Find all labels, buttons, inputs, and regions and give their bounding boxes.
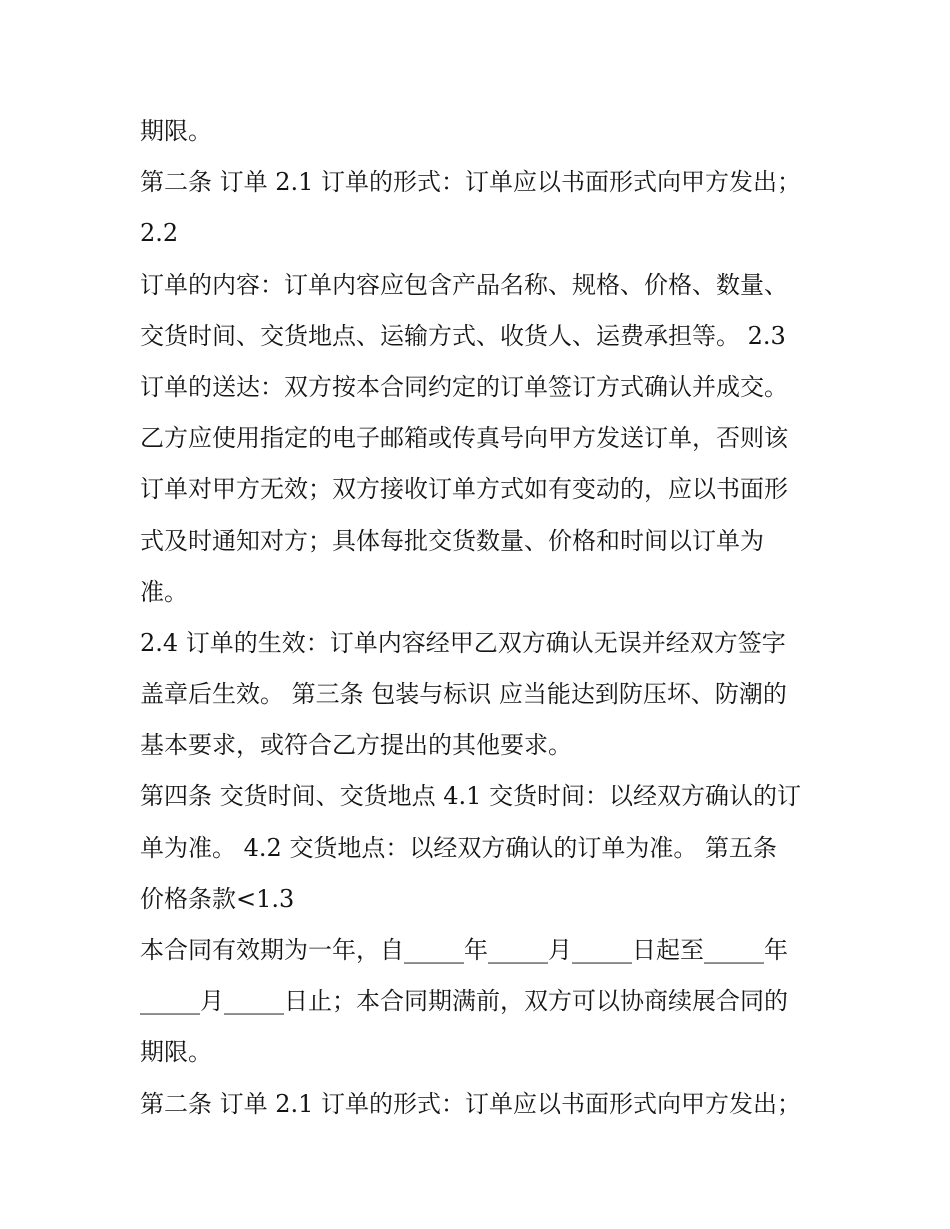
text-line: _____月_____日止；本合同期满前，双方可以协商续展合同的 [140,987,788,1016]
text-line: 本合同有效期为一年，自_____年_____月_____日起至_____年 [140,936,788,964]
text-line: 基本要求，或符合乙方提出的其他要求。 [140,731,572,760]
text-line: 订单的送达：双方按本合同约定的订单签订方式确认并成交。 [140,372,788,401]
text-line: 订单对甲方无效；双方接收订单方式如有变动的，应以书面形 [140,475,788,504]
document-body [140,106,820,1130]
text-line: 单为准。 4.2 交货地点：以经双方确认的订单为准。 第五条 [140,833,778,862]
text-line: 第二条 订单 2.1 订单的形式：订单应以书面形式向甲方发出； [140,168,802,197]
text-line: 乙方应使用指定的电子邮箱或传真号向甲方发送订单，否则该 [140,424,788,453]
text-line: 价格条款<1.3 [140,884,295,913]
text-line: 交货时间、交货地点、运输方式、收货人、运费承担等。 2.3 [140,321,786,350]
text-line: 盖章后生效。 第三条 包装与标识 应当能达到防压坏、防潮的 [140,680,787,709]
text-line: 2.2 [140,219,179,248]
text-line: 第二条 订单 2.1 订单的形式：订单应以书面形式向甲方发出； [140,1089,802,1118]
text-line: 订单的内容：订单内容应包含产品名称、规格、价格、数量、 [140,270,788,299]
text-line: 期限。 [140,1038,212,1067]
text-line: 式及时通知对方；具体每批交货数量、价格和时间以订单为 [140,526,764,555]
text-line: 期限。 [140,117,212,145]
text-line: 第四条 交货时间、交货地点 4.1 交货时间：以经双方确认的订 [140,782,802,811]
text-line: 准。 [140,577,188,606]
text-line: 2.4 订单的生效：订单内容经甲乙双方确认无误并经双方签字 [140,628,786,657]
